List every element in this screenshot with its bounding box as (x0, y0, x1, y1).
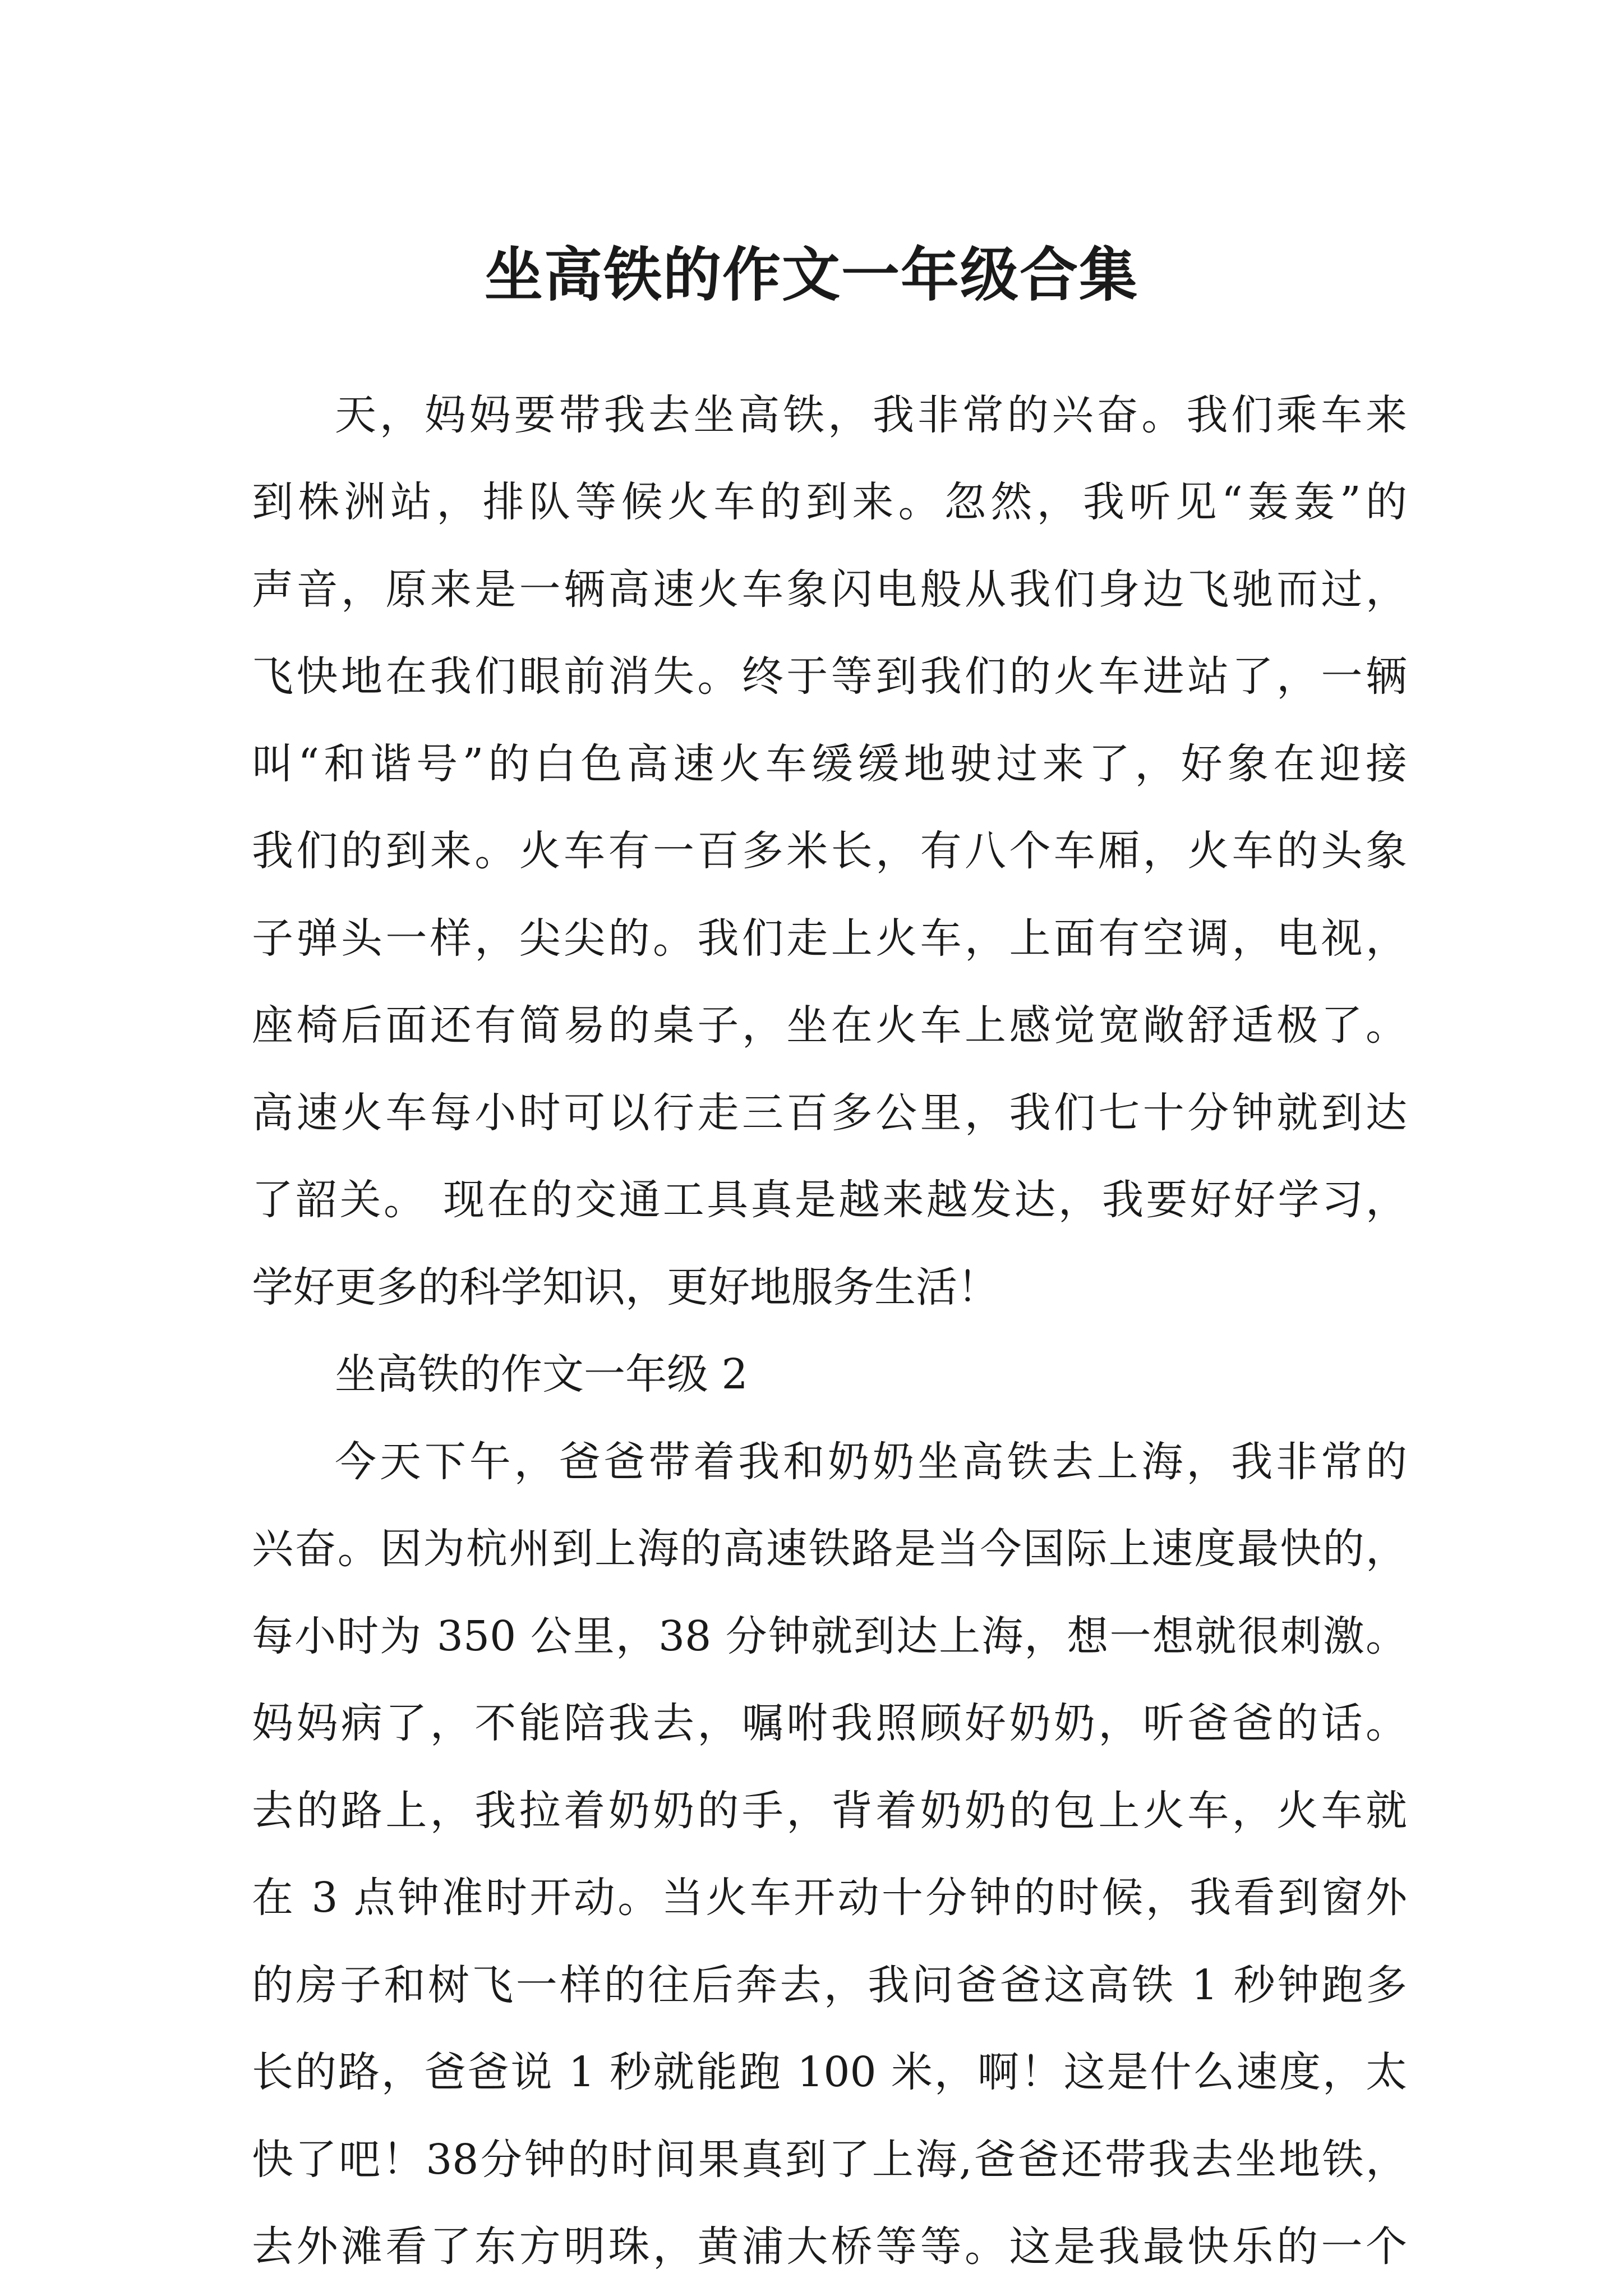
paragraph-line: 今天下午，爸爸带着我和奶奶坐高铁去上海，我非常的 (335, 1438, 1407, 1486)
paragraph-line: 长的路，爸爸说 1 秒就能跑 100 米，啊！这是什么速度，太 (252, 2048, 1407, 2096)
document-title: 坐高铁的作文一年级合集 (484, 240, 1138, 309)
paragraph-line: 妈妈病了，不能陪我去，嘱咐我照顾好奶奶，听爸爸的话。 (252, 1699, 1407, 1747)
paragraph-line: 到株洲站，排队等候火车的到来。忽然，我听见“轰轰”的 (252, 478, 1407, 526)
section-heading: 坐高铁的作文一年级 2 (335, 1350, 748, 1398)
paragraph-line: 我们的到来。火车有一百多米长，有八个车厢，火车的头象 (252, 827, 1407, 875)
paragraph-line: 天，妈妈要带我去坐高铁，我非常的兴奋。我们乘车来 (335, 391, 1407, 439)
paragraph-line: 了韶关。 现在的交通工具真是越来越发达，我要好好学习， (252, 1176, 1407, 1224)
paragraph-line: 声音，原来是一辆高速火车象闪电般从我们身边飞驰而过， (252, 565, 1407, 614)
paragraph-line: 的房子和树飞一样的往后奔去，我问爸爸这高铁 1 秒钟跑多 (252, 1961, 1407, 2009)
paragraph-line: 去的路上，我拉着奶奶的手，背着奶奶的包上火车，火车就 (252, 1787, 1407, 1835)
paragraph-line: 子弹头一样，尖尖的。我们走上火车，上面有空调，电视， (252, 914, 1407, 963)
paragraph-line: 叫“和谐号”的白色高速火车缓缓地驶过来了，好象在迎接 (252, 740, 1407, 788)
paragraph-line: 在 3 点钟准时开动。当火车开动十分钟的时候，我看到窗外 (252, 1874, 1407, 1922)
paragraph-line: 去外滩看了东方明珠，黄浦大桥等等。这是我最快乐的一个 (252, 2223, 1407, 2271)
paragraph-line: 快了吧！38分钟的时间果真到了上海,爸爸还带我去坐地铁， (252, 2136, 1407, 2184)
paragraph-line: 座椅后面还有简易的桌子，坐在火车上感觉宽敞舒适极了。 (252, 1001, 1407, 1050)
paragraph-line: 每小时为 350 公里，38 分钟就到达上海，想一想就很刺激。 (252, 1612, 1407, 1660)
paragraph-line: 高速火车每小时可以行走三百多公里，我们七十分钟就到达 (252, 1089, 1407, 1137)
paragraph-line: 兴奋。因为杭州到上海的高速铁路是当今国际上速度最快的， (252, 1525, 1407, 1573)
paragraph-line: 学好更多的科学知识，更好地服务生活！ (252, 1263, 999, 1312)
paragraph-line: 飞快地在我们眼前消失。终于等到我们的火车进站了，一辆 (252, 652, 1407, 701)
